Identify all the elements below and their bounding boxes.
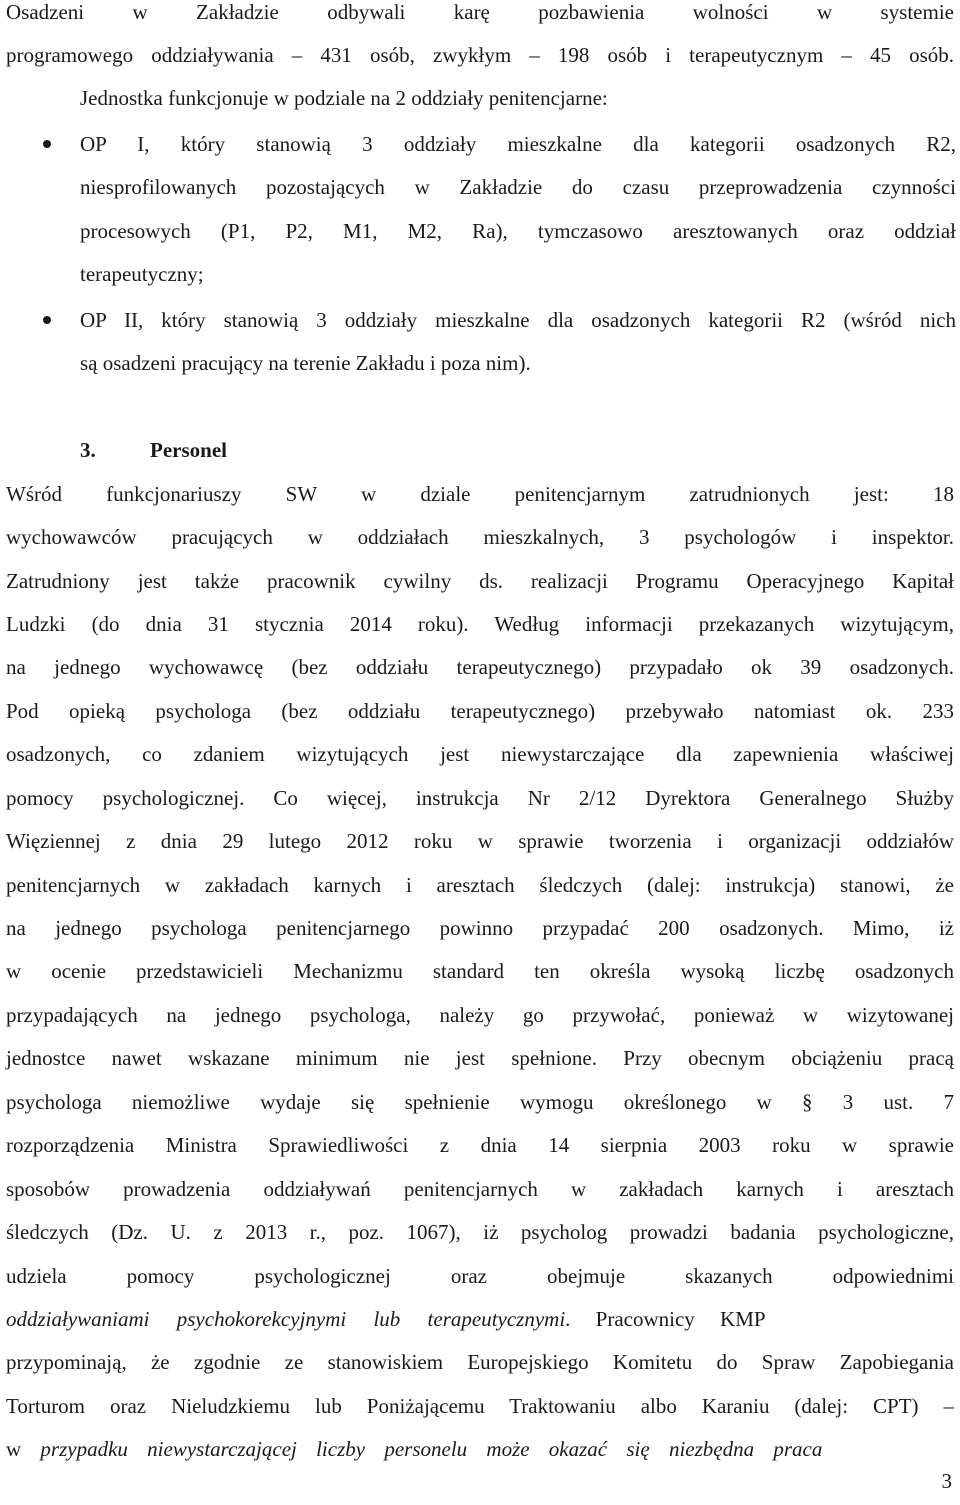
bullet-1-line-1: OP I, który stanowią 3 oddziały mieszkalne dla kategorii osadzonych R2, [80,132,956,156]
body-line-22: Torturom oraz Nieludzkiemu lub Poniżającemu Traktowaniu albo Karaniu (dalej: CPT) – [6,1394,954,1418]
body-line-6: Pod opieką psychologa (bez oddziału terapeutycznego) przebywało natomiast ok. 233 [6,699,954,723]
body-line-7: osadzonych, co zdaniem wizytujących jest niewystarczające dla zapewnienia właściwej [6,742,954,766]
body-line-8: pomocy psychologicznej. Co więcej, instrukcja Nr 2/12 Dyrektora Generalnego Służby [6,786,954,810]
bullet-dot-2 [43,316,51,324]
body-line-17: sposobów prowadzenia oddziaływań penitencjarnych w zakładach karnych i aresztach [6,1177,954,1201]
section-title: Personel [150,438,227,462]
intro-line-1: Osadzeni w Zakładzie odbywali karę pozbawienia wolności w systemie [6,0,954,24]
body-line-4: Ludzki (do dnia 31 stycznia 2014 roku). Według informacji przekazanych wizytującym, [6,612,954,636]
bullet-2-line-2: są osadzeni pracujący na terenie Zakładu i poza nim). [80,351,531,375]
italic-closing-phrase: przypadku niewystarczającej liczby personelu może okazać się niezbędna praca [40,1437,823,1461]
body-line-14: jednostce nawet wskazane minimum nie jest spełnione. Przy obecnym obciążeniu pracą [6,1046,954,1070]
body-line-15: psychologa niemożliwe wydaje się spełnienie wymogu określonego w § 3 ust. 7 [6,1090,954,1114]
body-line-23 [6,1434,954,1464]
body-line-20-rest: . Pracownicy KMP [565,1307,766,1331]
body-line-9: Więziennej z dnia 29 lutego 2012 roku w sprawie tworzenia i organizacji oddziałów [6,829,954,853]
body-line-16: rozporządzenia Ministra Sprawiedliwości z dnia 14 sierpnia 2003 roku w sprawie [6,1133,954,1157]
body-line-21: przypominają, że zgodnie ze stanowiskiem Europejskiego Komitetu do Spraw Zapobiegania [6,1350,954,1374]
intro-line-2: programowego oddziaływania – 431 osób, zwykłym – 198 osób i terapeutycznym – 45 osób. [6,43,954,67]
section-number: 3. [80,438,96,462]
body-line-1: Wśród funkcjonariuszy SW w dziale penitencjarnym zatrudnionych jest: 18 [6,482,954,506]
bullet-1-line-3: procesowych (P1, P2, M1, M2, Ra), tymczasowo aresztowanych oraz oddział [80,219,956,243]
bullet-dot-1 [43,140,51,148]
body-line-23-start: w [6,1437,41,1461]
body-line-10: penitencjarnych w zakładach karnych i aresztach śledczych (dalej: instrukcja) stanowi, że [6,873,954,897]
page-number: 3 [941,1469,952,1493]
body-line-18: śledczych (Dz. U. z 2013 r., poz. 1067), iż psycholog prowadzi badania psychologiczne, [6,1220,954,1244]
intro-line-3: Jednostka funkcjonuje w podziale na 2 oddziały penitencjarne: [80,86,608,110]
body-line-12: w ocenie przedstawicieli Mechanizmu standard ten określa wysoką liczbę osadzonych [6,959,954,983]
body-line-11: na jednego psychologa penitencjarnego powinno przypadać 200 osadzonych. Mimo, iż [6,916,954,940]
body-line-20 [6,1304,954,1334]
body-line-2: wychowawców pracujących w oddziałach mieszkalnych, 3 psychologów i inspektor. [6,525,954,549]
body-line-5: na jednego wychowawcę (bez oddziału terapeutycznego) przypadało ok 39 osadzonych. [6,655,954,679]
italic-phrase: oddziaływaniami psychokorekcyjnymi lub terapeutycznymi [6,1307,566,1331]
bullet-1-line-2: niesprofilowanych pozostających w Zakładzie do czasu przeprowadzenia czynności [80,175,956,199]
body-line-13: przypadających na jednego psychologa, należy go przywołać, ponieważ w wizytowanej [6,1003,954,1027]
body-line-19: udziela pomocy psychologicznej oraz obejmuje skazanych odpowiednimi [6,1264,954,1288]
bullet-1-line-4: terapeutyczny; [80,262,204,286]
bullet-2-line-1: OP II, który stanowią 3 oddziały mieszkalne dla osadzonych kategorii R2 (wśród nich [80,308,956,332]
section-heading [80,435,960,465]
body-line-3: Zatrudniony jest także pracownik cywilny ds. realizacji Programu Operacyjnego Kapitał [6,569,954,593]
